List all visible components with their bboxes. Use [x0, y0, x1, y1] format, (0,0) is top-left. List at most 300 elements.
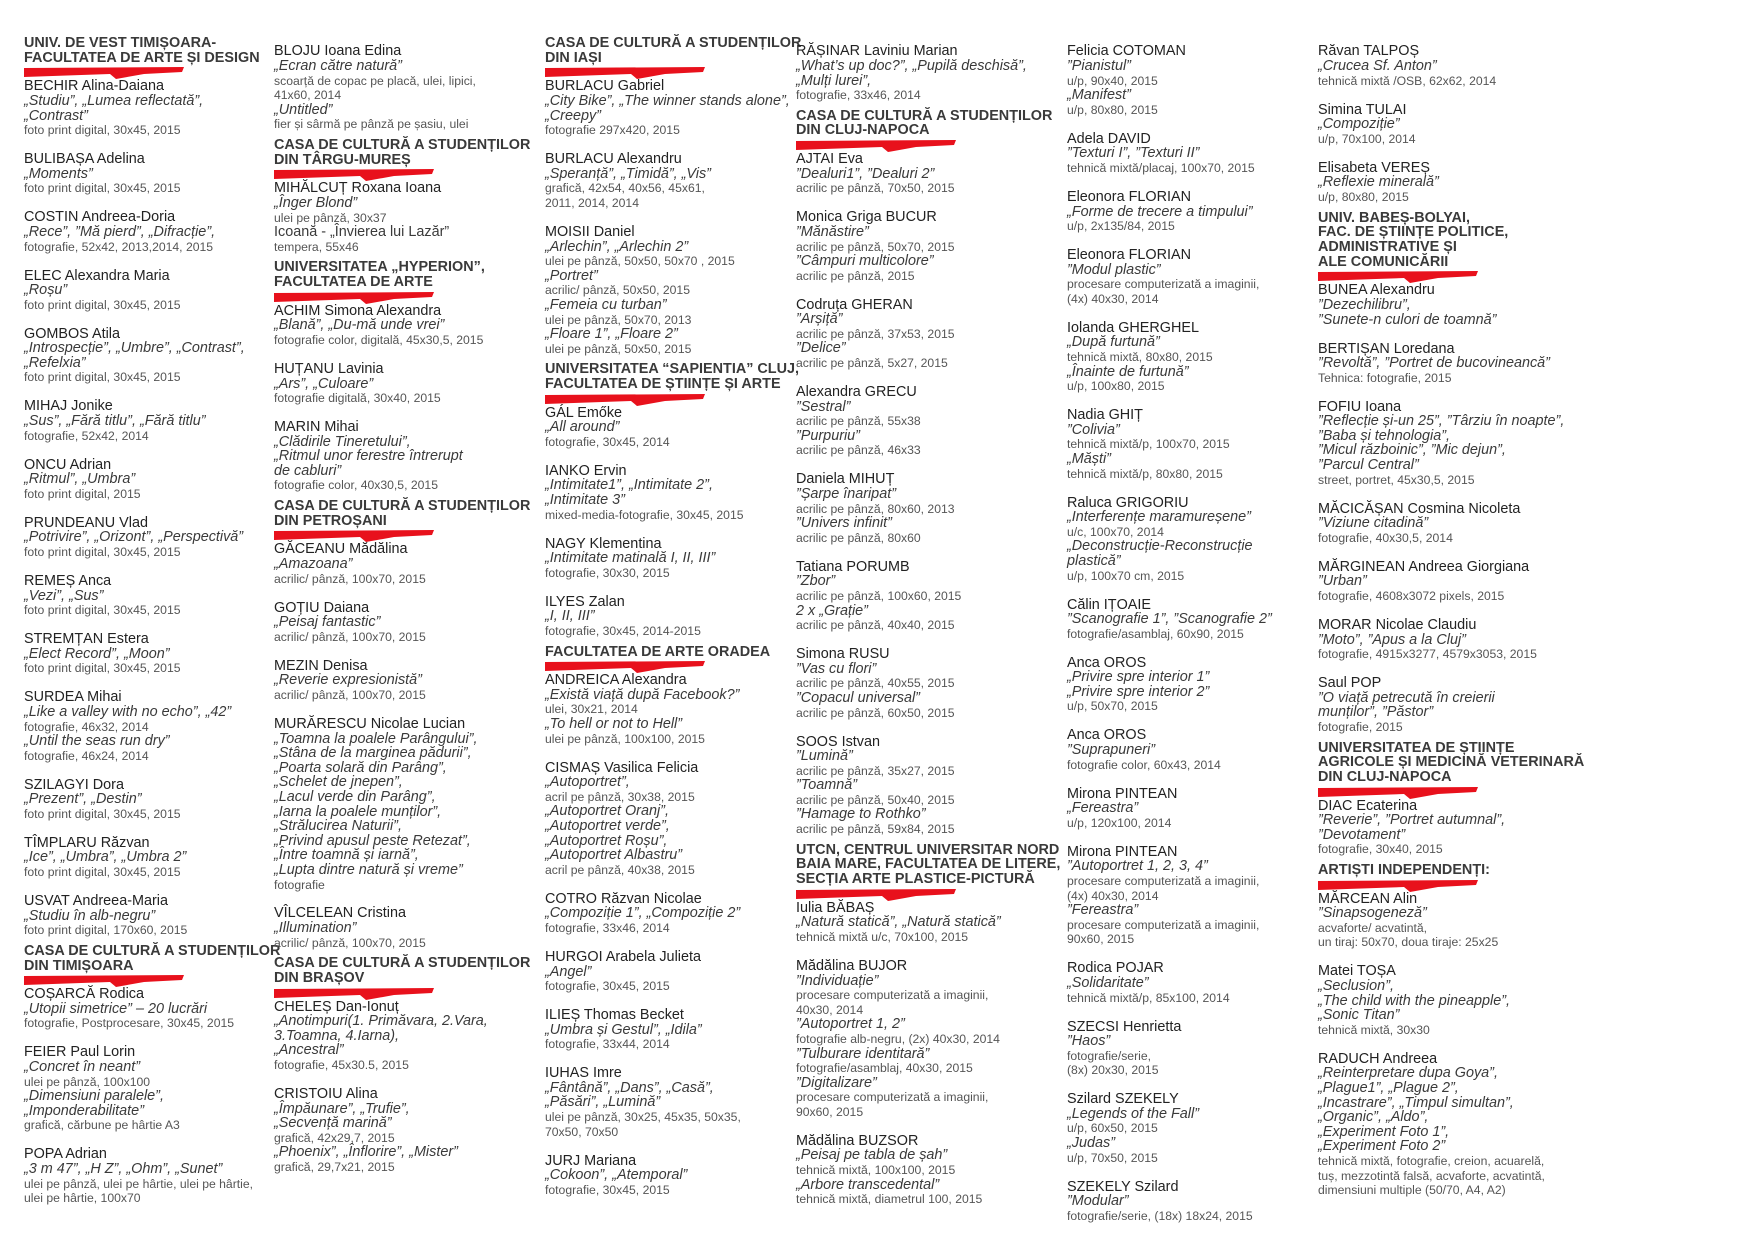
artwork-title: „Umbra și Gestul”, „Idila”	[545, 1021, 702, 1038]
artwork-title: „City Bike”, „The winner stands alone”,	[545, 93, 790, 109]
artwork-details: fotografie, 30x45, 2014-2015	[545, 623, 701, 638]
artwork-title: ”Mănăstire”	[796, 223, 869, 240]
artwork-title: „Intimitate1”, „Intimitate 2”,	[545, 477, 713, 494]
artwork-title: „Experiment Foto 1”,	[1318, 1123, 1450, 1140]
artwork-details: tehnică mixtă, 30x30	[1318, 1022, 1430, 1037]
artist-entry	[1067, 1020, 1343, 1078]
artwork-title: „Blană”, „Du-mă unde vrei”	[274, 317, 445, 334]
artist-name: GOȚIU Daiana	[274, 599, 370, 616]
artist-name: ILIEȘ Thomas Becket	[545, 1007, 684, 1024]
artwork-details: 70x50, 70x50	[545, 1124, 619, 1139]
artwork-title: de cabluri”	[274, 462, 342, 479]
artist-name: MĂCICĂȘAN Cosmina Nicoleta	[1318, 500, 1521, 517]
artwork-details: acrilic pe pânză, 70x50, 2015	[796, 181, 955, 196]
artwork-details: procesare computerizată a imaginii,	[1067, 874, 1260, 888]
artwork-details: fotografie color, 60x43, 2014	[1067, 757, 1221, 772]
artwork-details: fotografie digitală, 30x40, 2015	[274, 391, 441, 406]
artist-name: FEIER Paul Lorin	[24, 1044, 136, 1061]
artist-name: Adela DAVID	[1067, 130, 1151, 147]
artist-name: MURĂRESCU Nicolae Lucian	[274, 715, 466, 732]
section-heading-line: DIN TÂRGU-MUREȘ	[274, 151, 411, 168]
artwork-details: ulei pe hârtie, 100x70	[24, 1191, 141, 1206]
artwork-title: ”Sinapsogeneză”	[1318, 905, 1427, 922]
artist-entry	[24, 574, 300, 618]
artwork-details: acrilic/ pânză, 100x70, 2015	[274, 687, 426, 702]
artist-entry	[1318, 44, 1594, 88]
section-heading-line: UNIV. DE VEST TIMIȘOARA-	[24, 35, 217, 51]
artist-name: Mirona PINTEAN	[1067, 843, 1178, 860]
artwork-details: foto print digital, 30x45, 2015	[24, 865, 181, 880]
section-heading-line: DIN TIMIȘOARA	[24, 957, 134, 974]
artwork-title: „Privind apusul peste Retezat”,	[274, 832, 471, 849]
artwork-details: (4x) 40x30, 2014	[1067, 888, 1159, 903]
artwork-title: „Amazoana”	[274, 556, 353, 573]
artwork-details: u/p, 70x100, 2014	[1318, 131, 1416, 146]
artist-entry	[1318, 618, 1594, 662]
artist-entry	[796, 959, 1072, 1120]
artwork-details: Tehnica: fotografie, 2015	[1318, 370, 1452, 385]
artwork-title: „Contrast”	[24, 107, 88, 124]
artist-entry	[274, 181, 550, 254]
section-heading	[1318, 211, 1594, 284]
artwork-title: ”Autoportret 1, 2, 3, 4”	[1067, 858, 1208, 875]
artist-name: CRISTOIU Alina	[274, 1086, 378, 1103]
artwork-title: „Ecran către natură”	[274, 57, 402, 74]
artwork-details: fotografie, Postprocesare, 30x45, 2015	[24, 1016, 235, 1031]
artwork-title: „Ars”, „Culoare”	[274, 375, 374, 392]
artwork-details: u/p, 100x70 cm, 2015	[1067, 568, 1185, 583]
section-heading	[274, 260, 550, 303]
artist-entry	[1318, 342, 1594, 386]
artist-entry	[24, 836, 300, 880]
catalog-column	[1318, 30, 1594, 1198]
section-heading-line: ARTIȘTI INDEPENDENȚI:	[1318, 862, 1490, 878]
artwork-title: ”Revoltă”, ”Portret de bucovineancă”	[1318, 355, 1550, 372]
artist-entry	[24, 778, 300, 822]
artwork-details: acrilic pe pânză, 80x60	[796, 530, 921, 545]
artwork-title: „Fereastra”	[1067, 800, 1139, 817]
artwork-details: acrilic pe pânză, 50x40, 2015	[796, 792, 955, 807]
artwork-title: „Prezent”, „Destin”	[24, 791, 142, 808]
artist-name: MOISII Daniel	[545, 223, 635, 240]
artist-entry	[24, 516, 300, 560]
artwork-title: „Ancestral”	[274, 1042, 344, 1059]
artist-entry	[24, 152, 300, 196]
artwork-title: ”Parcul Central”	[1318, 457, 1419, 474]
artist-entry	[1067, 321, 1343, 394]
artist-entry	[24, 1147, 300, 1205]
artist-entry	[274, 601, 550, 645]
section-heading	[545, 36, 821, 79]
artist-name: BULIBAȘA Adelina	[24, 151, 145, 168]
artist-entry	[24, 399, 300, 443]
artwork-title: „Solidaritate”	[1067, 974, 1149, 991]
artist-entry	[1067, 961, 1343, 1005]
artwork-title: „Potrivire”, „Orizont”, „Perspectivă”	[24, 529, 244, 546]
artwork-title: „Elect Record”, „Moon”	[24, 645, 170, 662]
section-heading-line: DIN CLUJ-NAPOCA	[1318, 768, 1452, 785]
artwork-details: acrilic/ pânză, 50x50, 2015	[545, 283, 690, 298]
artist-name: ONCU Adrian	[24, 456, 112, 473]
artwork-title: „Fântână”, „Dans”, „Casă”,	[545, 1079, 714, 1096]
artwork-title: „Ritmul unor ferestre întrerupt	[274, 448, 463, 465]
artwork-title: munților”, ”Păstor”	[1318, 704, 1434, 721]
artist-entry	[24, 269, 300, 313]
artist-name: SZECSI Henrietta	[1067, 1018, 1182, 1035]
artwork-title: „Secvență marină”	[274, 1115, 392, 1132]
artist-entry	[545, 406, 821, 450]
section-heading-line: SECȚIA ARTE PLASTICE-PICTURĂ	[796, 871, 1035, 888]
artwork-title: „3 m 47”, „H Z”, „Ohm”, „Sunet”	[24, 1160, 223, 1177]
red-brushstroke-divider	[796, 140, 956, 152]
artwork-details: foto print digital, 2015	[24, 486, 141, 501]
artwork-details: acrilic/ pânză, 100x70, 2015	[274, 935, 426, 950]
artist-entry	[1318, 1052, 1594, 1198]
artwork-details: foto print digital, 30x45, 2015	[24, 661, 181, 676]
artwork-title: ”Modul plastic”	[1067, 261, 1161, 278]
artwork-details: tehnică mixtă, diametrul 100, 2015	[796, 1192, 983, 1207]
artwork-details: ulei pe pânză, 30x25, 45x35, 50x35,	[545, 1110, 741, 1125]
artwork-title: „Studiu în alb-negru”	[24, 907, 156, 924]
artist-entry	[24, 327, 300, 385]
artist-entry	[1318, 283, 1594, 327]
artwork-title: „Legends of the Fall”	[1067, 1105, 1199, 1122]
artist-name: Iulia BĂBAȘ	[796, 899, 875, 916]
artwork-details: u/p, 70x50, 2015	[1067, 1150, 1158, 1165]
artwork-details: fotografie, 33x46, 2014	[545, 920, 670, 935]
artwork-details: street, portret, 45x30,5, 2015	[1318, 472, 1475, 487]
artwork-details: ulei pe pânză, 50x50, 50x70 , 2015	[545, 254, 735, 269]
section-heading	[274, 499, 550, 542]
artist-entry	[545, 950, 821, 994]
artwork-details: grafică, cărbune pe hârtie A3	[24, 1118, 180, 1133]
artwork-details: fier și sârmă pe pânză pe șasiu, ulei	[274, 117, 469, 132]
artwork-title: „Concret în neant”	[24, 1058, 140, 1075]
artwork-title: ”Fereastra”	[1067, 902, 1139, 919]
artwork-details: (4x) 40x30, 2014	[1067, 291, 1159, 306]
artist-name: COTRO Răzvan Nicolae	[545, 890, 702, 907]
section-heading-line: ALE COMUNICĂRII	[1318, 253, 1449, 270]
artwork-details: un tiraj: 50x70, doua tiraje: 25x25	[1318, 935, 1499, 950]
artwork-details: acrilic/ pânză, 100x70, 2015	[274, 629, 426, 644]
artist-entry	[545, 761, 821, 878]
artist-name: TÎMPLARU Răzvan	[24, 834, 150, 851]
artwork-details: u/c, 100x70, 2014	[1067, 524, 1164, 539]
artwork-title: „Arlechin”, „Arlechin 2”	[545, 238, 689, 255]
artist-entry	[24, 987, 300, 1031]
artwork-details: dimensiuni multiple (50/70, A4, A2)	[1318, 1183, 1506, 1198]
section-heading-line: DIN IAȘI	[545, 49, 602, 66]
artist-entry	[796, 735, 1072, 837]
artwork-title: „Illumination”	[274, 920, 357, 937]
artwork-details: ulei pe pânză, 100x100, 2015	[545, 731, 705, 746]
artist-name: Eleonora FLORIAN	[1067, 188, 1191, 205]
section-heading-line: FAC. DE ȘTIINȚE POLITICE,	[1318, 224, 1509, 241]
artwork-details: fotografie	[274, 877, 325, 892]
artwork-details: acrilic pe pânză, 40x40, 2015	[796, 618, 955, 633]
artist-entry	[545, 152, 821, 210]
artwork-title: „Imponderabilitate”	[24, 1102, 144, 1119]
artist-name: Anca OROS	[1067, 654, 1147, 671]
artwork-details: (8x) 20x30, 2015	[1067, 1063, 1159, 1078]
artist-name: NAGY Klementina	[545, 535, 662, 552]
artwork-title: „To hell or not to Hell”	[545, 716, 683, 733]
section-heading-line: DIN BRAȘOV	[274, 969, 365, 986]
artwork-title: „Înainte de furtună”	[1067, 363, 1189, 380]
artwork-title: ”O viață petrecută în creierii	[1318, 689, 1495, 706]
artist-entry	[1067, 44, 1343, 117]
artist-entry	[274, 420, 550, 493]
artist-name: MEZIN Denisa	[274, 657, 368, 674]
artwork-details: u/p, 50x70, 2015	[1067, 699, 1158, 714]
artwork-title: ”Sunete-n culori de toamnă”	[1318, 311, 1497, 328]
artwork-title: „Autoportret Albastru”	[545, 847, 683, 864]
artwork-title: „Vezi”, „Sus”	[24, 587, 104, 604]
artist-name: MORAR Nicolae Claudiu	[1318, 616, 1477, 633]
artwork-title: „All around”	[545, 419, 620, 436]
artist-name: Iolanda GHERGHEL	[1067, 319, 1199, 336]
artist-name: IUHAS Imre	[545, 1065, 622, 1082]
section-heading	[545, 645, 821, 674]
artist-name: Elisabeta VEREȘ	[1318, 159, 1430, 176]
artwork-title: „Natură statică”, „Natură statică”	[796, 914, 1001, 931]
artwork-details: fotografie, 30x45, 2014	[545, 434, 670, 449]
artwork-details: fotografie, 4915x3277, 4579x3053, 2015	[1318, 647, 1537, 662]
section-heading-line: FACULTATEA DE ȘTIINȚE ȘI ARTE	[545, 375, 781, 392]
artwork-title: ”Purpuriu”	[796, 427, 860, 444]
artist-entry	[274, 717, 550, 892]
artwork-title: „Măști”	[1067, 451, 1111, 467]
artist-entry	[274, 304, 550, 348]
artwork-title: „Organic”, „Aldo”,	[1318, 1109, 1429, 1126]
artist-name: CISMAȘ Vasilica Felicia	[545, 759, 699, 776]
artwork-title: ”Pianistul”	[1067, 57, 1131, 74]
section-heading	[274, 956, 550, 999]
artist-name: BURLACU Alexandru	[545, 151, 682, 168]
artwork-title: ”Devotament”	[1318, 826, 1406, 843]
artwork-details: foto print digital, 30x45, 2015	[24, 123, 181, 138]
artist-entry	[545, 225, 821, 356]
artwork-title: „Privire spre interior 1”	[1067, 669, 1210, 686]
artist-entry	[1067, 132, 1343, 176]
artist-name: MIHAJ Jonike	[24, 398, 113, 415]
artist-name: Raluca GRIGORIU	[1067, 494, 1189, 511]
artist-name: Nadia GHIȚ	[1067, 407, 1143, 424]
artwork-title: „Sonic Titan”	[1318, 1007, 1400, 1024]
artwork-title: „Peisaj pe tabla de șah”	[796, 1147, 948, 1164]
artwork-details: ulei pe pânză, ulei pe hârtie, ulei pe hârtie,	[24, 1176, 254, 1191]
artwork-details: fotografie/asamblaj, 60x90, 2015	[1067, 626, 1244, 641]
artwork-title: ”Tulburare identitară”	[796, 1045, 930, 1062]
artwork-title: ”Delice”	[796, 340, 846, 357]
artwork-details: ulei pe pânză, 30x37	[274, 210, 387, 225]
artwork-title: „Like a valley with no echo”, „42”	[24, 703, 232, 720]
artwork-details: tehnică mixtă, fotografie, creion, acuarelă,	[1318, 1153, 1545, 1168]
artist-name: Simona RUSU	[796, 646, 890, 663]
artwork-title: „Păsări”, „Lumină”	[545, 1094, 661, 1111]
red-brushstroke-divider	[545, 67, 705, 79]
artwork-title: „Iarna la poalele munților”,	[274, 803, 442, 820]
section-heading-line: FACULTATEA DE ARTE ȘI DESIGN	[24, 49, 260, 66]
artwork-title: „Introspecție”, „Umbre”, „Contrast”,	[24, 340, 245, 357]
artist-name: MARIN Mihai	[274, 419, 359, 436]
section-heading-line: FACULTATEA DE ARTE ORADEA	[545, 643, 771, 660]
artwork-title: „Rece”, ”Mă pierd”, „Difracție”,	[24, 223, 216, 240]
artist-name: Mădălina BUZSOR	[796, 1132, 919, 1149]
artwork-title: „Reflexie minerală”	[1318, 174, 1439, 191]
artist-entry	[1067, 598, 1343, 642]
artwork-title: ”Arșiță”	[796, 311, 843, 328]
artist-entry	[1318, 103, 1594, 147]
artist-entry	[1318, 400, 1594, 488]
artwork-title: ”Micul războinic”, ”Mic dejun”,	[1318, 442, 1506, 459]
artist-entry	[1067, 408, 1343, 481]
artwork-title: „Manifest”	[1067, 87, 1131, 104]
artwork-title: „Autoportret”,	[545, 774, 630, 791]
artwork-details: tehnică mixtă/p, 80x80, 2015	[1067, 466, 1223, 481]
artist-name: ELEC Alexandra Maria	[24, 267, 170, 284]
artwork-title: „Peisaj fantastic”	[274, 614, 381, 631]
artwork-title: „Stâna de la marginea pădurii”,	[274, 745, 472, 762]
artist-name: Szilard SZEKELY	[1067, 1091, 1179, 1108]
artist-entry	[1318, 502, 1594, 546]
artwork-title: „Utopii simetrice” – 20 lucrări	[24, 1000, 208, 1017]
artwork-details: u/p, 90x40, 2015	[1067, 73, 1158, 88]
artwork-details: fotografie, 2015	[1318, 719, 1403, 734]
artist-entry	[796, 298, 1072, 371]
artwork-title: ”Modular”	[1067, 1193, 1129, 1210]
artwork-title: „Lupta dintre natură și vreme”	[274, 861, 463, 878]
artwork-title: „Experiment Foto 2”	[1318, 1138, 1446, 1155]
artwork-title: ”Digitalizare”	[796, 1074, 877, 1091]
artwork-details: tehnică mixtă, 80x80, 2015	[1067, 350, 1213, 365]
artwork-details: fotografie, 30x40, 2015	[1318, 842, 1443, 857]
artist-entry	[545, 1154, 821, 1198]
artwork-title: ”Lumină”	[796, 748, 853, 765]
artwork-details: tempera, 55x46	[274, 239, 359, 254]
artwork-details: tuș, mezzotintă falsă, acvaforte, acvatintă,	[1318, 1168, 1545, 1183]
artwork-title: „Compoziție 1”, „Compoziție 2”	[545, 905, 741, 922]
artwork-details: foto print digital, 30x45, 2015	[24, 370, 181, 385]
artwork-title: „Crucea Sf. Anton”	[1318, 57, 1437, 74]
artwork-title: „Poarta solară din Parâng”,	[274, 759, 447, 776]
artwork-details: acrilic pe pânză, 55x38	[796, 414, 921, 429]
artwork-title: „Incastrare”, „Timpul simultan”,	[1318, 1094, 1514, 1111]
artwork-title: ”Copacul universal”	[796, 689, 920, 706]
artwork-details: acrilic/ pânză, 100x70, 2015	[274, 571, 426, 586]
artwork-title: ”Toamnă”	[796, 777, 858, 794]
artist-entry	[545, 1066, 821, 1139]
artwork-title: „Judas”	[1067, 1135, 1115, 1152]
artist-name: Matei TOȘA	[1318, 963, 1396, 980]
artist-name: SURDEA Mihai	[24, 689, 122, 706]
artwork-title: „Portret”	[545, 267, 598, 284]
artwork-title: „I, II, III”	[545, 608, 595, 625]
artwork-title: „Sus”, „Fără titlu”, „Fără titlu”	[24, 413, 206, 430]
artist-name: GĂCEANU Mădălina	[274, 541, 408, 558]
artwork-details: acril pe pânză, 40x38, 2015	[545, 862, 695, 877]
artist-entry	[274, 906, 550, 950]
artist-entry	[1067, 845, 1343, 947]
artist-entry	[1067, 248, 1343, 306]
artwork-title: Icoană - „Învierea lui Lazăr”	[274, 224, 450, 241]
artist-entry	[796, 210, 1072, 283]
artwork-details: acrilic pe pânză, 59x84, 2015	[796, 822, 955, 837]
section-heading-line: UNIVERSITATEA “SAPIENTIA” CLUJ,	[545, 361, 799, 378]
section-heading-line: CASA DE CULTURĂ A STUDENȚILOR	[274, 136, 531, 153]
artist-name: ILYES Zalan	[545, 593, 625, 610]
red-brushstroke-divider	[1318, 787, 1478, 799]
artwork-title: ”Baba și tehnologia”,	[1318, 427, 1450, 444]
artist-name: BUNEA Alexandru	[1318, 282, 1435, 299]
artist-name: COȘARCĂ Rodica	[24, 986, 144, 1003]
artwork-details: fotografie, 30x45, 2015	[545, 1182, 670, 1197]
artwork-title: „Roșu”	[24, 282, 68, 299]
section-heading-line: FACULTATEA DE ARTE	[274, 274, 433, 291]
artwork-details: tehnică mixtă, 100x100, 2015	[796, 1163, 956, 1178]
artwork-title: ”Scanografie 1”, ”Scanografie 2”	[1067, 611, 1272, 628]
artist-entry	[24, 79, 300, 137]
artist-name: Mădălina BUJOR	[796, 957, 908, 974]
artwork-details: tehnică mixtă/p, 100x70, 2015	[1067, 437, 1230, 452]
artwork-title: „Cokoon”, „Atemporal”	[545, 1167, 688, 1184]
section-heading-line: CASA DE CULTURĂ A STUDENȚILOR	[545, 35, 802, 51]
section-heading-line: UNIV. BABEȘ-BOLYAI,	[1318, 209, 1470, 226]
artwork-title: „Moments”	[24, 165, 93, 182]
section-heading-line: AGRICOLE ȘI MEDICINĂ VETERINARĂ	[1318, 754, 1585, 771]
artwork-title: „Phoenix”, „Înflorire”, „Mister”	[274, 1144, 458, 1161]
artist-entry	[274, 44, 550, 132]
artist-name: Simina TULAI	[1318, 101, 1407, 118]
artist-entry	[274, 1087, 550, 1175]
artwork-details: u/p, 80x80, 2015	[1318, 189, 1409, 204]
section-heading-line: UNIVERSITATEA „HYPERION”,	[274, 259, 485, 276]
artwork-details: fotografie/serie, (18x) 18x24, 2015	[1067, 1208, 1253, 1223]
artwork-details: fotografie, 30x45, 2015	[545, 979, 670, 994]
red-brushstroke-divider	[274, 988, 434, 1000]
artist-name: MIHĂLCUȚ Roxana Ioana	[274, 180, 442, 197]
artwork-title: „Ritmul”, „Umbra”	[24, 471, 136, 488]
artwork-details: acrilic pe pânză, 5x27, 2015	[796, 356, 948, 371]
artist-name: POPA Adrian	[24, 1146, 107, 1163]
artist-name: HUȚANU Lavinia	[274, 360, 384, 377]
artwork-title: „Strălucirea Naturii”,	[274, 818, 402, 835]
artist-entry	[24, 690, 300, 763]
artwork-title: „Există viață după Facebook?”	[545, 686, 740, 703]
artist-name: SZEKELY Szilard	[1067, 1178, 1179, 1195]
artwork-details: scoarță de copac pe placă, ulei, lipici,	[274, 73, 476, 88]
artist-entry	[796, 647, 1072, 720]
section-heading-line: DIN PETROȘANI	[274, 512, 387, 529]
artist-name: USVAT Andreea-Maria	[24, 893, 168, 910]
artwork-details: fotografie, 30x30, 2015	[545, 565, 670, 580]
artwork-details: ulei pe pânză, 50x70, 2013	[545, 312, 692, 327]
artist-entry	[1067, 190, 1343, 234]
catalog-column	[274, 30, 550, 1175]
artwork-details: acrilic pe pânză, 80x60, 2013	[796, 501, 955, 516]
artwork-details: foto print digital, 30x45, 2015	[24, 544, 181, 559]
artwork-details: acrilic pe pânză, 46x33	[796, 443, 921, 458]
section-heading	[1318, 863, 1594, 892]
artwork-title: ”Hamage to Rothko”	[796, 806, 926, 823]
artwork-title: „Compoziție”	[1318, 116, 1400, 133]
section-heading-line: DIN CLUJ-NAPOCA	[796, 122, 930, 139]
artwork-title: ”Zbor”	[796, 573, 836, 590]
red-brushstroke-divider	[796, 889, 956, 901]
artist-name: Felicia COTOMAN	[1067, 43, 1186, 60]
artist-name: SOOS Istvan	[796, 733, 880, 750]
artwork-details: ulei pe pânză, 50x50, 2015	[545, 341, 692, 356]
